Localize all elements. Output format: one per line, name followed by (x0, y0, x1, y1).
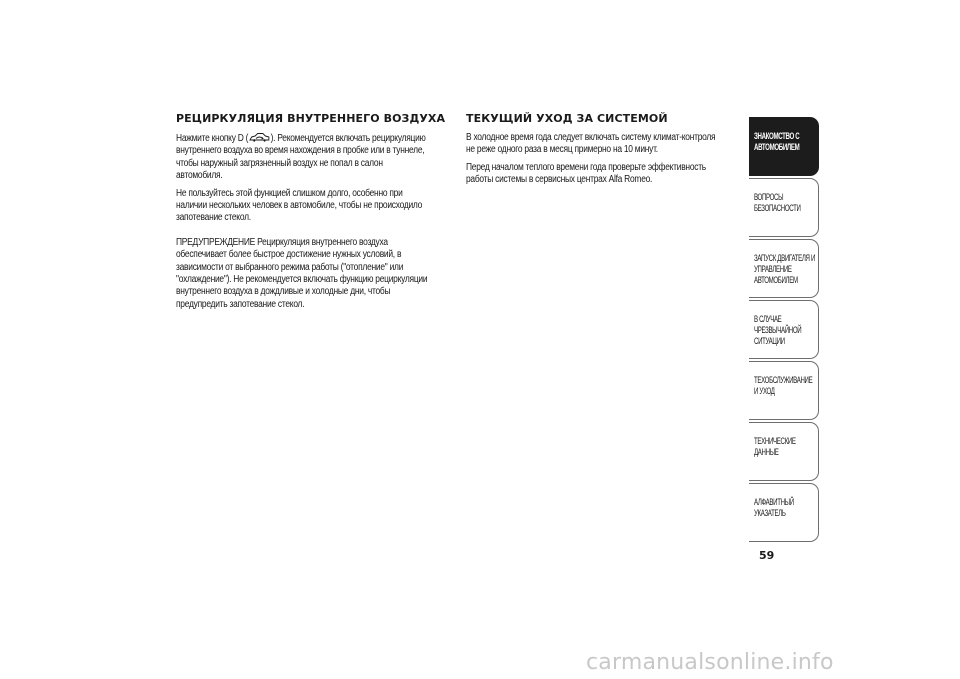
paragraph-line: внутреннего воздуха во время нахождения в пробке или в туннеле, (176, 145, 425, 157)
tab-starting-driving[interactable] (749, 239, 819, 298)
tab-label-line: АВТОМОБИЛЕМ (754, 275, 798, 285)
paragraph-line: Перед началом теплого времени года проверьте эффективность (466, 161, 706, 173)
tab-getting-to-know[interactable] (749, 117, 819, 176)
maintenance-paragraph (466, 132, 750, 157)
watermark: carmanualsonline.info (586, 650, 834, 675)
paragraph-line: зависимости от выбранного режима работы ("отопление" или (176, 261, 404, 273)
paragraph-line: обеспечивает более быстрое достижение нужных условий, в (176, 249, 402, 261)
tab-label (754, 314, 819, 347)
tab-label-line: АВТОМОБИЛЕМ (754, 142, 800, 152)
tab-label-line: ЗНАКОМСТВО С (754, 131, 800, 141)
tab-label (754, 131, 819, 153)
tab-label-line: СИТУАЦИИ (754, 336, 785, 346)
tab-label-line: ТЕХНИЧЕСКИЕ (754, 436, 796, 446)
tab-index[interactable] (749, 483, 819, 542)
paragraph-line (176, 132, 460, 145)
paragraph-line: не реже одного раза в месяц примерно на 10 минут. (466, 144, 658, 156)
tab-label-line: ВОПРОСЫ (754, 192, 784, 202)
tab-label-line: ТЕХОБСЛУЖИВАНИЕ (754, 375, 813, 385)
car-recirculation-icon (249, 132, 270, 142)
paragraph-text: Нажмите кнопку D ( (176, 133, 249, 144)
tab-label (754, 253, 819, 286)
tab-label-line: АЛФАВИТНЫЙ (754, 497, 794, 507)
paragraph-line: запотевание стекол. (176, 212, 251, 224)
paragraph-line: ПРЕДУПРЕЖДЕНИЕ Рециркуляция внутреннего воздуха (176, 236, 388, 248)
tab-label-line: И УХОД (754, 386, 775, 396)
usage-caution-paragraph (176, 188, 460, 225)
tab-label (754, 192, 819, 214)
tab-label (754, 497, 819, 519)
paragraph-line: В холодное время года следует включать систему климат-контроля (466, 132, 716, 143)
paragraph-text: ). Рекомендуется включать рециркуляцию (270, 133, 426, 144)
tab-safety[interactable] (749, 178, 819, 237)
tab-emergency[interactable] (749, 300, 819, 359)
paragraph-line: работы системы в сервисных центрах Alfa Romeo. (466, 174, 653, 186)
paragraph-line: Не пользуйтесь этой функцией слишком долго, особенно при (176, 187, 403, 199)
paragraph-line: наличии нескольких человек в автомобиле, чтобы не происходило (176, 200, 423, 212)
tab-maintenance[interactable] (749, 361, 819, 420)
paragraph-line: автомобиля. (176, 170, 223, 182)
tab-label-line: ЧРЕЗВЫЧАЙНОЙ (754, 325, 802, 335)
paragraph-line: "охлаждение"). Не рекомендуется включать функцию рециркуляции (176, 274, 428, 286)
page-number: 59 (759, 549, 775, 562)
tab-label-line: УПРАВЛЕНИЕ (754, 264, 792, 274)
tab-label-line: УКАЗАТЕЛЬ (754, 508, 786, 518)
paragraph-line: чтобы наружный загрязненный воздух не попал в салон (176, 157, 383, 169)
tab-label-line: ДАННЫЕ (754, 447, 779, 457)
warning-paragraph (176, 237, 460, 311)
maintenance-heading: ТЕКУЩИЙ УХОД ЗА СИСТЕМОЙ (466, 112, 668, 125)
recirculation-paragraph (176, 132, 460, 183)
recirculation-heading: РЕЦИРКУЛЯЦИЯ ВНУТРЕННЕГО ВОЗДУХА (176, 112, 446, 125)
left-column (176, 112, 458, 316)
tab-label-line: ЗАПУСК ДВИГАТЕЛЯ И (754, 253, 816, 263)
service-check-paragraph (466, 162, 750, 187)
right-column (466, 112, 741, 192)
tab-technical-data[interactable] (749, 422, 819, 481)
tab-label-line: В СЛУЧАЕ (754, 314, 782, 324)
paragraph-line: предупредить запотевание стекол. (176, 298, 305, 310)
section-tabs (749, 117, 819, 544)
tab-label-line: БЕЗОПАСНОСТИ (754, 203, 801, 213)
tab-label (754, 375, 819, 397)
tab-label (754, 436, 819, 458)
paragraph-line: внутреннего воздуха в дождливые и холодные дни, чтобы (176, 286, 391, 298)
